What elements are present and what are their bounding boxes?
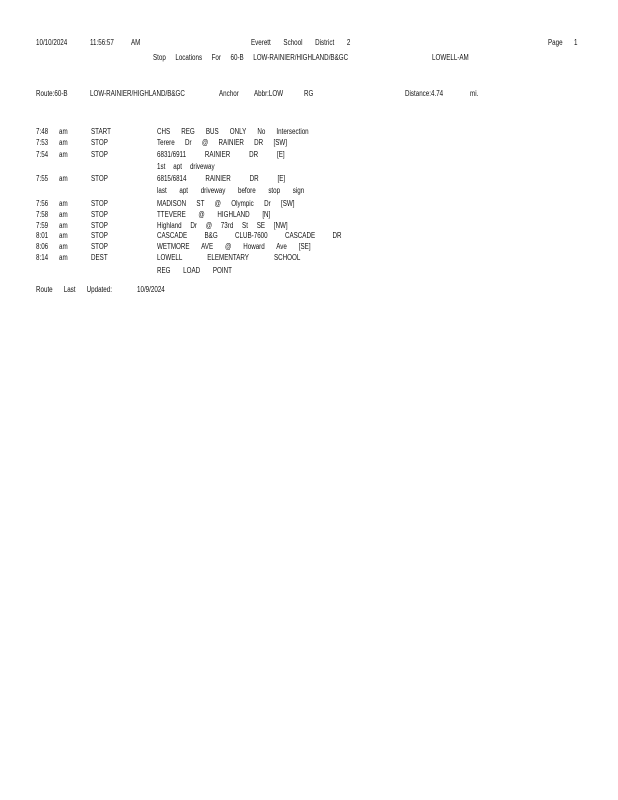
stop-time: 7:54 xyxy=(36,150,49,159)
stop-time: 8:14 xyxy=(36,253,49,262)
stop-location: WETMORE AVE @ Howard Ave [SE] xyxy=(157,242,311,251)
stop-type: STOP xyxy=(91,199,108,208)
stop-ampm: am xyxy=(59,210,68,219)
stop-time: 7:55 xyxy=(36,174,49,183)
report-date: 10/10/2024 xyxy=(36,38,68,47)
last-updated-label: Route Last Updated: xyxy=(36,285,112,294)
stop-type: STOP xyxy=(91,221,108,230)
stop-ampm: am xyxy=(59,221,68,230)
stop-location: CHS REG BUS ONLY No Intersection xyxy=(157,127,309,136)
stop-time: 7:48 xyxy=(36,127,49,136)
stop-ampm: am xyxy=(59,231,68,240)
stop-ampm: am xyxy=(59,150,68,159)
stop-type: STOP xyxy=(91,210,108,219)
distance-unit: mi. xyxy=(470,89,479,98)
stop-time: 7:58 xyxy=(36,210,49,219)
last-updated-date: 10/9/2024 xyxy=(137,285,165,294)
stop-note: REG LOAD POINT xyxy=(157,266,232,275)
stop-type: STOP xyxy=(91,150,108,159)
page-number: 1 xyxy=(574,38,578,47)
stop-note: 1st apt driveway xyxy=(157,162,215,171)
stop-ampm: am xyxy=(59,242,68,251)
report-time: 11:56:57 xyxy=(90,38,114,47)
stop-note: last apt driveway before stop sign xyxy=(157,186,305,195)
route-id: Route:60-B xyxy=(36,89,68,98)
stop-location: TTEVERE @ HIGHLAND [N] xyxy=(157,210,271,219)
stop-ampm: am xyxy=(59,253,68,262)
stop-time: 7:53 xyxy=(36,138,49,147)
stop-type: DEST xyxy=(91,253,108,262)
stop-type: STOP xyxy=(91,174,108,183)
stop-ampm: am xyxy=(59,127,68,136)
stop-time: 7:56 xyxy=(36,199,49,208)
stop-type: STOP xyxy=(91,231,108,240)
route-abbr: Abbr:LOW xyxy=(254,89,284,98)
anchor-label: Anchor xyxy=(219,89,239,98)
stop-time: 8:06 xyxy=(36,242,49,251)
stop-location: 6831/6911 RAINIER DR [E] xyxy=(157,150,285,159)
stop-type: STOP xyxy=(91,242,108,251)
stop-location: Highland Dr @ 73rd St SE [NW] xyxy=(157,221,288,230)
report-ampm: AM xyxy=(131,38,141,47)
stop-location: MADISON ST @ Olympic Dr [SW] xyxy=(157,199,295,208)
stop-time: 8:01 xyxy=(36,231,49,240)
district-name: Everett School District 2 xyxy=(251,38,351,47)
stop-ampm: am xyxy=(59,199,68,208)
stop-ampm: am xyxy=(59,138,68,147)
page-label: Page xyxy=(548,38,563,47)
stop-type: STOP xyxy=(91,138,108,147)
stop-ampm: am xyxy=(59,174,68,183)
report-subtitle: Stop Locations For 60-B LOW-RAINIER/HIGHLAND/B&GC xyxy=(153,53,349,62)
stop-time: 7:59 xyxy=(36,221,49,230)
stop-location: 6815/6814 RAINIER DR [E] xyxy=(157,174,286,183)
stop-location: Terere Dr @ RAINIER DR [SW] xyxy=(157,138,288,147)
route-rg: RG xyxy=(304,89,314,98)
route-distance: Distance:4.74 xyxy=(405,89,444,98)
stop-location: LOWELL ELEMENTARY SCHOOL xyxy=(157,253,301,262)
stop-type: START xyxy=(91,127,111,136)
session-label: LOWELL-AM xyxy=(432,53,469,62)
route-name: LOW-RAINIER/HIGHLAND/B&GC xyxy=(90,89,185,98)
stop-location: CASCADE B&G CLUB-7600 CASCADE DR xyxy=(157,231,342,240)
